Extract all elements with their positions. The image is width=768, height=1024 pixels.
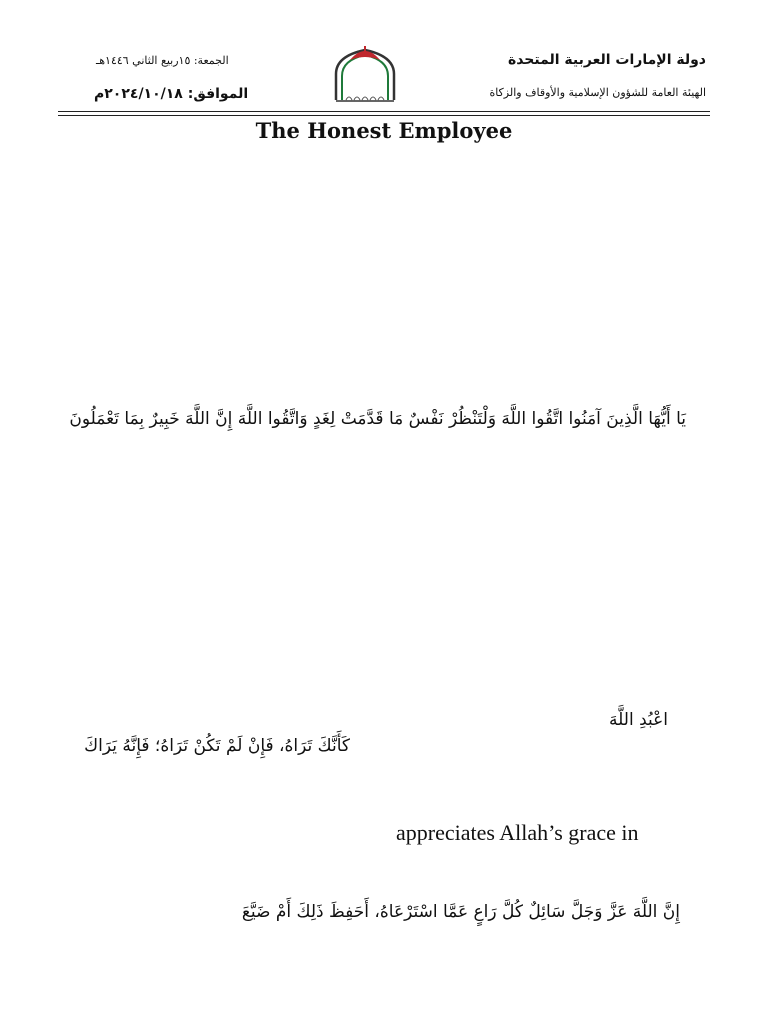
document-title: The Honest Employee bbox=[255, 118, 513, 143]
header-divider-top bbox=[58, 111, 710, 112]
mosque-dome-logo-icon bbox=[330, 44, 400, 104]
hadith-text: إِنَّ اللَّهَ عَزَّ وَجَلَّ سَائِلٌ كُلَّ رَاعٍ عَمَّا اسْتَرْعَاهُ، أَحَفِظَ ذَلِكَ أَمْ ضَيَّعَ bbox=[241, 902, 680, 922]
state-name: دولة الإمارات العربية المتحدة bbox=[507, 52, 706, 68]
authority-name: الهيئة العامة للشؤون الإسلامية والأوقاف والزكاة bbox=[489, 86, 706, 99]
english-fragment: appreciates Allah’s grace in bbox=[396, 820, 639, 845]
hijri-date: الجمعة: ١٥ربيع الثاني ١٤٤٦هـ bbox=[96, 54, 229, 67]
kaanaka-taraahu-text: كَأَنَّكَ تَرَاهُ، فَإِنْ لَمْ تَكُنْ تَرَاهُ؛ فَإِنَّهُ يَرَاكَ bbox=[84, 736, 350, 756]
gregorian-date: الموافق: ٢٠٢٤/١٠/١٨م bbox=[94, 86, 249, 102]
quran-verse: يَا أَيُّهَا الَّذِينَ آمَنُوا اتَّقُوا اللَّهَ وَلْتَنْظُرْ نَفْسٌ مَا قَدَّمَتْ لِغَدٍ وَاتَّقُوا اللَّهَ إِنَّ اللَّهَ خَبِيرٌ بِمَا تَعْمَلُونَ bbox=[69, 409, 686, 429]
header-divider-bottom bbox=[58, 115, 710, 116]
ibad-allah-text: اعْبُدِ اللَّهَ bbox=[609, 710, 668, 730]
